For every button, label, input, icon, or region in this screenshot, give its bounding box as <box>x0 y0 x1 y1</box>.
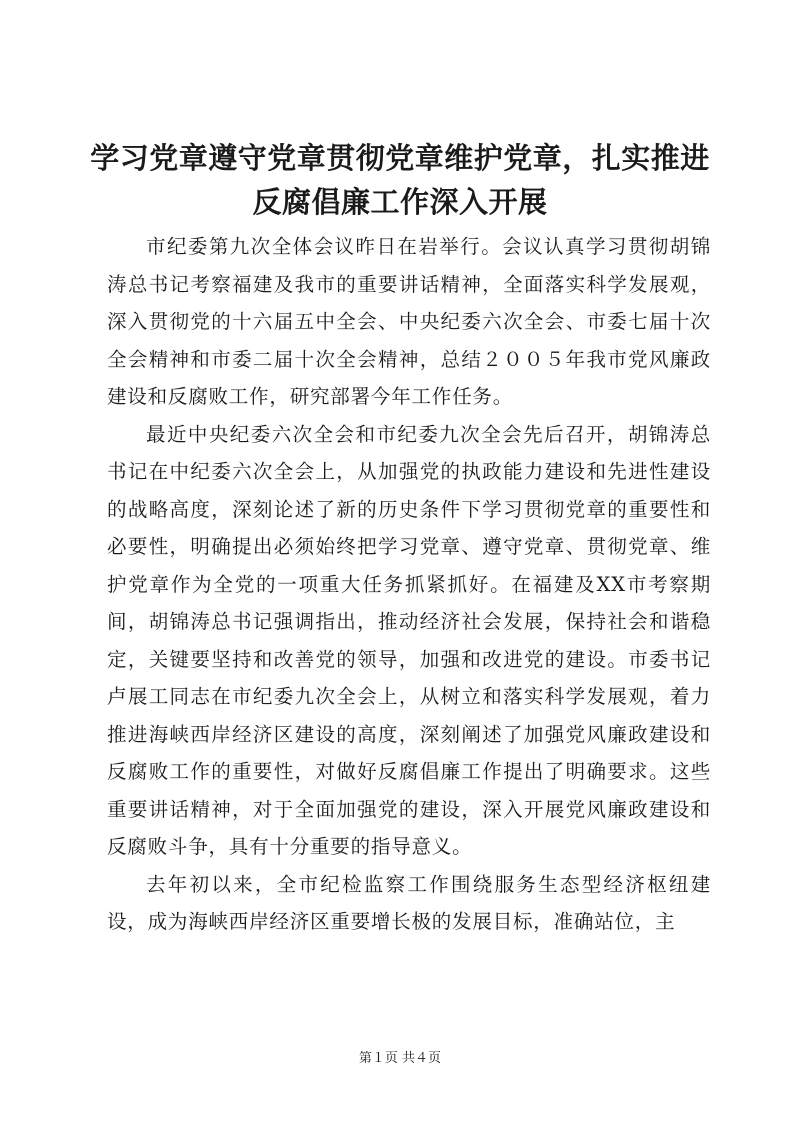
page-footer: 第１页 共４页 <box>358 1051 442 1066</box>
document-title: 学习党章遵守党章贯彻党章维护党章，扎实推进反腐倡廉工作深入开展 <box>90 141 710 219</box>
paragraph-2: 最近中央纪委六次全会和市纪委九次全会先后召开，胡锦涛总书记在中纪委六次全会上，从加强党的执政能力建设和先进性建设的战略高度，深刻论述了新的历史条件下学习贯彻党章的重要性和必要性，明确提出必须始终把学习党章、遵守党章、贯彻党章、维护党章作为全党的一项重大任务抓紧抓好。在福建及XX市考察期间，胡锦涛总书记强调指出，推动经济社会发展，保持社会和谐稳定，关键要坚持和改善党的领导，加强和改进党的建设。市委书记卢展工同志在市纪委九次全会上，从树立和落实科学发展观，着力推进海峡西岸经济区建设的高度，深刻阐述了加强党风廉政建设和反腐败工作的重要性，对做好反腐倡廉工作提出了明确要求。这些重要讲话精神，对于全面加强党的建设，深入开展党风廉政建设和反腐败斗争，具有十分重要的指导意义。 <box>107 422 711 858</box>
paragraph-1: 市纪委第九次全体会议昨日在岩举行。会议认真学习贯彻胡锦涛总书记考察福建及我市的重要讲话精神，全面落实科学发展观，深入贯彻党的十六届五中全会、中央纪委六次全会、市委七届十次全会精神和市委二届十次全会精神，总结２００５年我市党风廉政建设和反腐败工作，研究部署今年工作任务。 <box>107 235 711 408</box>
document-body <box>107 228 711 941</box>
paragraph-3: 去年初以来，全市纪检监察工作围绕服务生态型经济枢纽建设，成为海峡西岸经济区重要增长极的发展目标，准确站位，主 <box>107 872 711 933</box>
